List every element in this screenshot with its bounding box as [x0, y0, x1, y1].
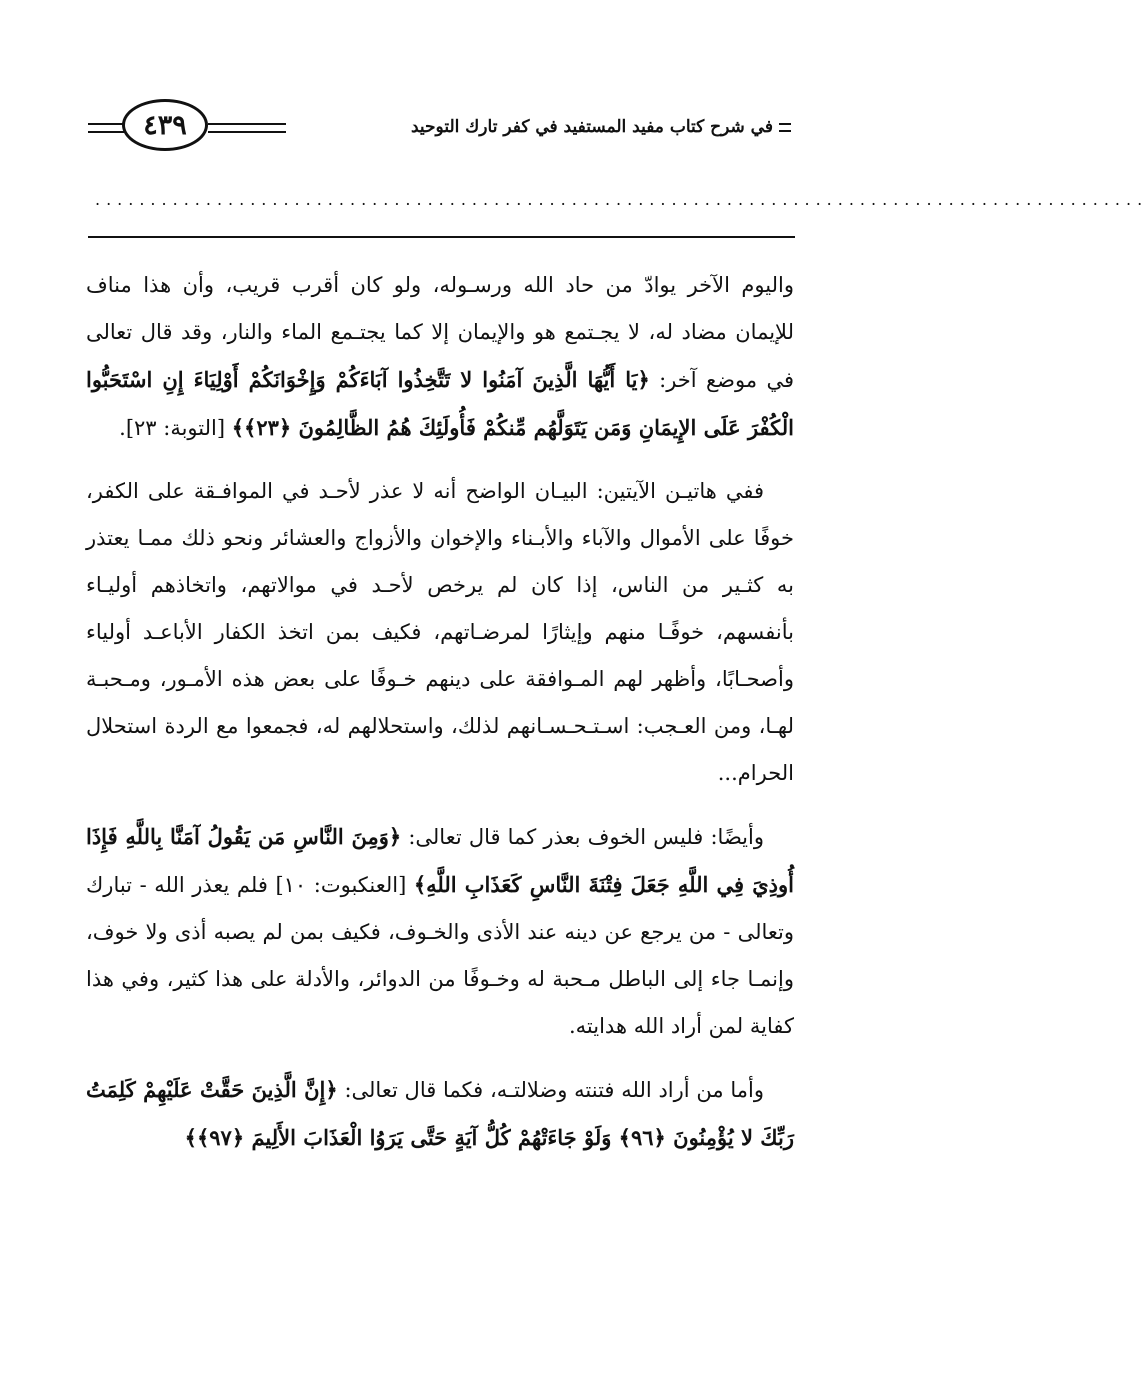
paragraph: [86, 468, 794, 797]
quran-verse: ﴿وَمِنَ النَّاسِ مَن يَقُولُ آمَنَّا بِاللَّهِ فَإِذَا أُوذِيَ فِي اللَّهِ جَعَلَ فِتْنَةَ النَّاسِ كَعَذَابِ اللَّهِ﴾: [86, 824, 795, 897]
body-text: [86, 262, 794, 1162]
text-segment: [العنكبوت: ١٠] فلم يعذر الله - تبارك وتعالى - من يرجع عن دينه عند الأذى والخـوف، فكيف بمن لم يصبه أذى ولا خوف، وإنمـا جاء إلى الباطل مـحبة له وخـوفًا من الدوائر، والأدلة على هذا كثير، وفي هذا كفاية لمن أراد الله هدايته.: [86, 873, 794, 1038]
paragraph: [86, 1066, 794, 1162]
page-number-rule-left: [88, 123, 124, 133]
verse-reference: [التوبة: ٢٣].: [119, 416, 232, 440]
text-segment: واليوم الآخر يوادّ من حاد الله ورسـوله، ولو كان أقرب قريب، وأن هذا مناف للإيمان مضاد له، لا يجـتمع هو والإيمان إلا كما يجتـمع الماء والنار، وقد قال تعالى في موضع آخر:: [86, 273, 794, 392]
page-number-rule-right: [208, 123, 286, 133]
page-number: ٤٣٩: [122, 99, 208, 151]
footnote-dots: ...............................................................................................: [95, 190, 1148, 209]
page-number-ornament: [88, 97, 288, 157]
paragraph: [86, 262, 794, 452]
quran-verse: ﴿إِنَّ الَّذِينَ حَقَّتْ عَلَيْهِمْ كَلِمَتُ رَبِّكَ لا يُؤْمِنُونَ ﴿٩٦﴾ وَلَوْ جَاءَتْهُمْ كُلُّ آيَةٍ حَتَّى يَرَوُا الْعَذَابَ الأَلِيمَ ﴿٩٧﴾﴾: [86, 1077, 794, 1150]
header-title: في شرح كتاب مفيد المستفيد في كفر تارك التوحيد: [411, 117, 773, 137]
footnote-separator: [88, 236, 795, 238]
paragraph: [86, 813, 794, 1050]
running-header: [411, 112, 791, 142]
text-segment: وأما من أراد الله فتنته وضلالتـه، فكما قال تعالى:: [337, 1078, 764, 1102]
quran-verse: ﴿يَا أَيُّهَا الَّذِينَ آمَنُوا لا تَتَّخِذُوا آبَاءَكُمْ وَإِخْوَانَكُمْ أَوْلِيَاءَ إِنِ اسْتَحَبُّوا الْكُفْرَ عَلَى الإِيمَانِ وَمَن يَتَوَلَّهُم مِّنكُمْ فَأُولَئِكَ هُمُ الظَّالِمُونَ ﴿٢٣﴾﴾: [86, 367, 794, 440]
text-segment: وأيضًا: فليس الخوف بعذر كما قال تعالى:: [401, 825, 764, 849]
header-rule: [779, 123, 791, 132]
text-segment: ففي هاتيـن الآيتين: البيـان الواضح أنه لا عذر لأحـد في الموافـقة على الكفر، خوفًا على الأموال والآباء والأبـناء والإخوان والأزواج والعشائر ونحو ذلك ممـا يعتذر به كثـير من الناس، إذا كان لم يرخص لأحـد في موالاتهم، واتخاذهم أوليـاء بأنفسهم، خوفًـا منهم وإيثارًا لمرضـاتهم، فكيف بمن اتخذ الكفار الأباعـد أولياء وأصحـابًا، وأظهر لهم المـوافقة على دينهم خـوفًا على بعض هذه الأمـور، ومـحبـة لهـا، ومن العـجب: اسـتـحـسـانهم لذلك، واستحلالهم له، فجمعوا مع الردة استحلال الحرام...: [86, 479, 794, 785]
